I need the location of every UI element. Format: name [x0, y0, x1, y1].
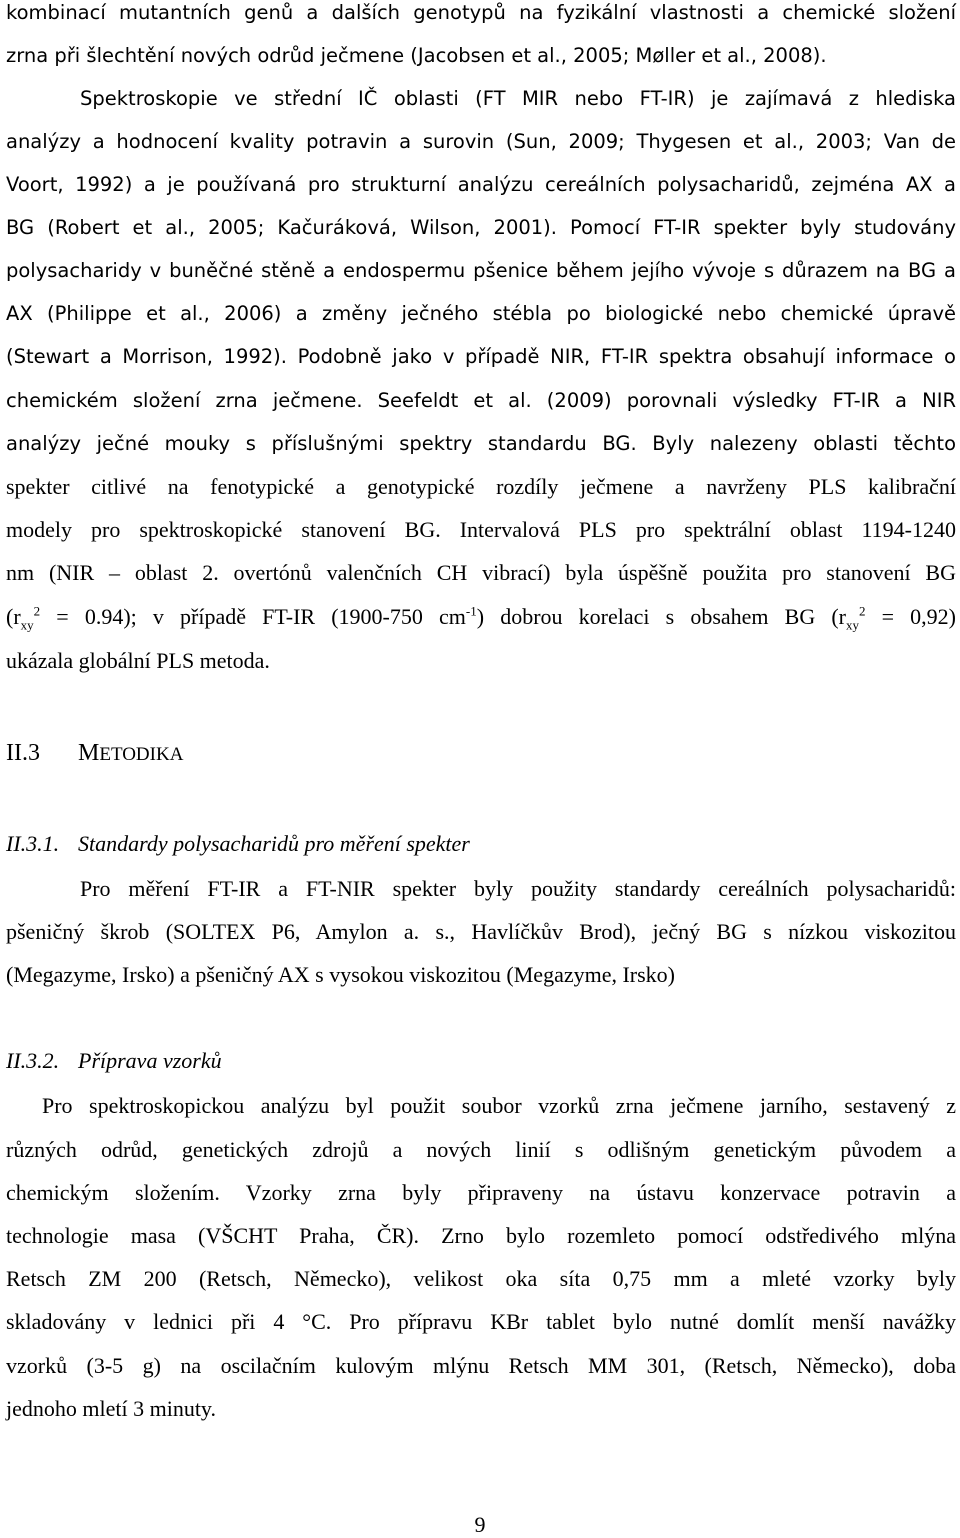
section-title — [78, 738, 183, 770]
paragraph-line: pšeničný škrob (SOLTEX P6, Amylon a. s., Havlíčkův Brod), ječný BG s nízkou viskozitou — [6, 919, 956, 944]
formula-text: = 0.94); v případě FT-IR (1900-750 cm — [40, 604, 466, 629]
paragraph-line: Spektroskopie ve střední IČ oblasti (FT MIR nebo FT-IR) je zajímavá z hlediska — [80, 87, 956, 110]
section-title-rest: ETODIKA — [99, 744, 184, 765]
document-page — [6, 0, 956, 1537]
paragraph-line: Voort, 1992) a je používaná pro strukturní analýzu cereálních polysacharidů, zejména AX a — [6, 173, 956, 196]
formula-text: (r — [6, 604, 21, 629]
formula-superscript: 2 — [859, 603, 866, 619]
paragraph-line: AX (Philippe et al., 2006) a změny ječného stébla po biologické nebo chemické úpravě — [6, 302, 956, 325]
formula-text: ) dobrou korelaci s obsahem BG (r — [476, 604, 847, 629]
paragraph-line: vzorků (3-5 g) na oscilačním kulovým mlýnu Retsch MM 301, (Retsch, Německo), doba — [6, 1353, 956, 1378]
paragraph-line: chemickým složením. Vzorky zrna byly připraveny na ústavu konzervace potravin a — [6, 1180, 956, 1205]
formula-superscript: 2 — [33, 603, 41, 619]
formula-text: = 0,92) — [865, 604, 957, 629]
formula-line — [6, 603, 957, 633]
paragraph-line: ukázala globální PLS metoda. — [6, 648, 270, 673]
paragraph-line: polysacharidy v buněčné stěně a endospermu pšenice během jejího vývoje s důrazem na BG a — [6, 259, 956, 282]
section-title-initial: M — [78, 740, 100, 766]
paragraph-line: zrna při šlechtění nových odrůd ječmene (Jacobsen et al., 2005; Møller et al., 2008). — [6, 44, 827, 67]
paragraph-line: BG (Robert et al., 2005; Kačuráková, Wilson, 2001). Pomocí FT-IR spekter byly studovány — [6, 216, 956, 239]
paragraph-line: Retsch ZM 200 (Retsch, Německo), velikost oka síta 0,75 mm a mleté vzorky byly — [6, 1266, 956, 1291]
formula-subscript: xy — [846, 617, 860, 633]
paragraph-line: chemickém složení zrna ječmene. Seefeldt et al. (2009) porovnali výsledky FT-IR a NIR — [6, 389, 956, 412]
section-number: II.3 — [6, 740, 40, 766]
formula-subscript: xy — [20, 617, 34, 633]
formula-superscript: -1 — [465, 603, 477, 619]
paragraph-line: analýzy a hodnocení kvality potravin a surovin (Sun, 2009; Thygesen et al., 2003; Van de — [6, 130, 956, 153]
subsection-number: II.3.1. — [6, 831, 60, 856]
paragraph-line: (Stewart a Morrison, 1992). Podobně jako v případě NIR, FT-IR spektra obsahují informace o — [6, 345, 956, 368]
paragraph-line: nm (NIR – oblast 2. overtónů valenčních CH vibrací) byla úspěšně použita pro stanovení BG — [6, 560, 956, 585]
paragraph-line: jednoho mletí 3 minuty. — [6, 1396, 216, 1421]
paragraph-line: technologie masa (VŠCHT Praha, ČR). Zrno bylo rozemleto pomocí odstředivého mlýna — [6, 1223, 956, 1248]
paragraph-line: Pro spektroskopickou analýzu byl použit soubor vzorků zrna ječmene jarního, sestavený z — [42, 1093, 956, 1118]
paragraph-line: různých odrůd, genetických zdrojů a nových linií s odlišným genetickým původem a — [6, 1137, 956, 1162]
paragraph-line: analýzy ječné mouky s příslušnými spektry standardu BG. Byly nalezeny oblasti těchto — [6, 432, 956, 455]
paragraph-line: modely pro spektroskopické stanovení BG. Intervalová PLS pro spektrální oblast 1194-1240 — [6, 517, 956, 542]
subsection-number: II.3.2. — [6, 1048, 60, 1073]
paragraph-line: skladovány v lednici při 4 °C. Pro přípravu KBr tablet bylo nutné domlít menší navážky — [6, 1309, 956, 1334]
paragraph-line: kombinací mutantních genů a dalších genotypů na fyzikální vlastnosti a chemické složení — [6, 1, 956, 24]
paragraph-line: spekter citlivé na fenotypické a genotypické rozdíly ječmene a navrženy PLS kalibrační — [6, 474, 956, 499]
paragraph-line: Pro měření FT-IR a FT-NIR spekter byly použity standardy cereálních polysacharidů: — [80, 876, 956, 901]
paragraph-line: (Megazyme, Irsko) a pšeničný AX s vysokou viskozitou (Megazyme, Irsko) — [6, 962, 676, 987]
page-number: 9 — [474, 1512, 486, 1537]
subsection-title: Příprava vzorků — [78, 1048, 222, 1073]
subsection-title: Standardy polysacharidů pro měření spekter — [78, 831, 470, 856]
